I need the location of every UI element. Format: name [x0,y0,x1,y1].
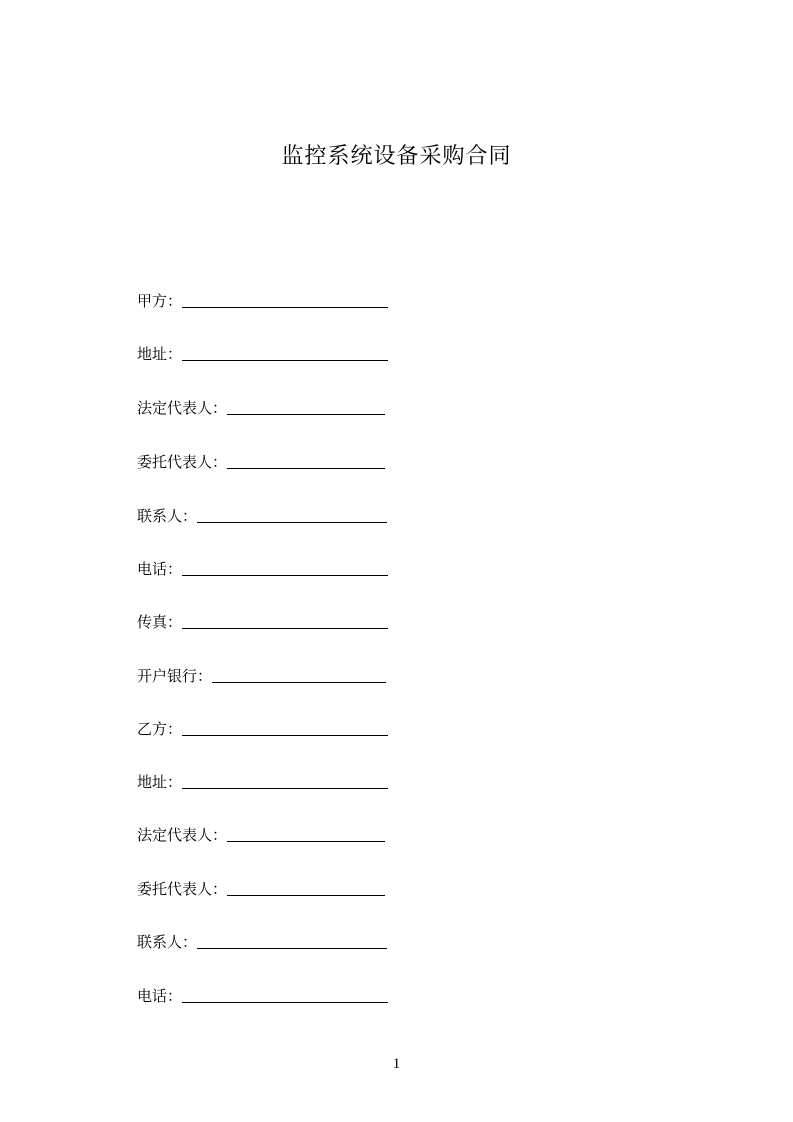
party-a-contact-field [137,506,387,526]
party-a-fax-field [137,612,388,632]
party-b-legal-rep-field [137,825,385,845]
party-a-contact-label: 联系人： [137,507,198,525]
party-b-name-blank [182,721,388,736]
party-b-entrusted-rep-field [137,879,385,899]
party-b-contact-field [137,932,387,952]
party-b-address-blank [182,774,388,789]
party-a-contact-blank [197,508,387,523]
party-b-name-label: 乙方： [137,720,183,738]
party-b-contact-label: 联系人： [137,933,198,951]
party-a-phone-field [137,559,388,579]
party-a-name-field [137,291,388,311]
party-b-legal-rep-label: 法定代表人： [137,826,228,844]
party-a-fax-blank [182,614,388,629]
party-b-address-field [137,772,388,792]
party-a-phone-blank [182,561,388,576]
party-b-contact-blank [197,934,387,949]
party-a-entrusted-rep-field [137,452,385,472]
party-b-entrusted-rep-label: 委托代表人： [137,880,228,898]
party-a-address-label: 地址： [137,345,183,363]
party-b-entrusted-rep-blank [227,881,385,896]
party-a-name-label: 甲方： [137,292,183,310]
party-a-legal-rep-blank [227,400,385,415]
party-b-name-field [137,719,388,739]
document-title: 监控系统设备采购合同 [281,144,512,169]
party-a-fax-label: 传真： [137,613,183,631]
party-a-entrusted-rep-label: 委托代表人： [137,453,228,471]
party-a-bank-field [137,666,386,686]
party-a-bank-blank [212,668,386,683]
party-b-phone-label: 电话： [137,987,183,1005]
party-a-entrusted-rep-blank [227,454,385,469]
party-b-legal-rep-blank [227,827,385,842]
party-a-address-field [137,344,388,364]
page-number: 1 [392,1056,401,1072]
party-a-bank-label: 开户银行： [137,667,213,685]
party-a-legal-rep-label: 法定代表人： [137,399,228,417]
party-b-phone-field [137,986,388,1006]
party-a-address-blank [182,346,388,361]
party-b-address-label: 地址： [137,773,183,791]
party-b-phone-blank [182,988,388,1003]
party-a-phone-label: 电话： [137,560,183,578]
party-a-name-blank [182,293,388,308]
party-a-legal-rep-field [137,398,385,418]
